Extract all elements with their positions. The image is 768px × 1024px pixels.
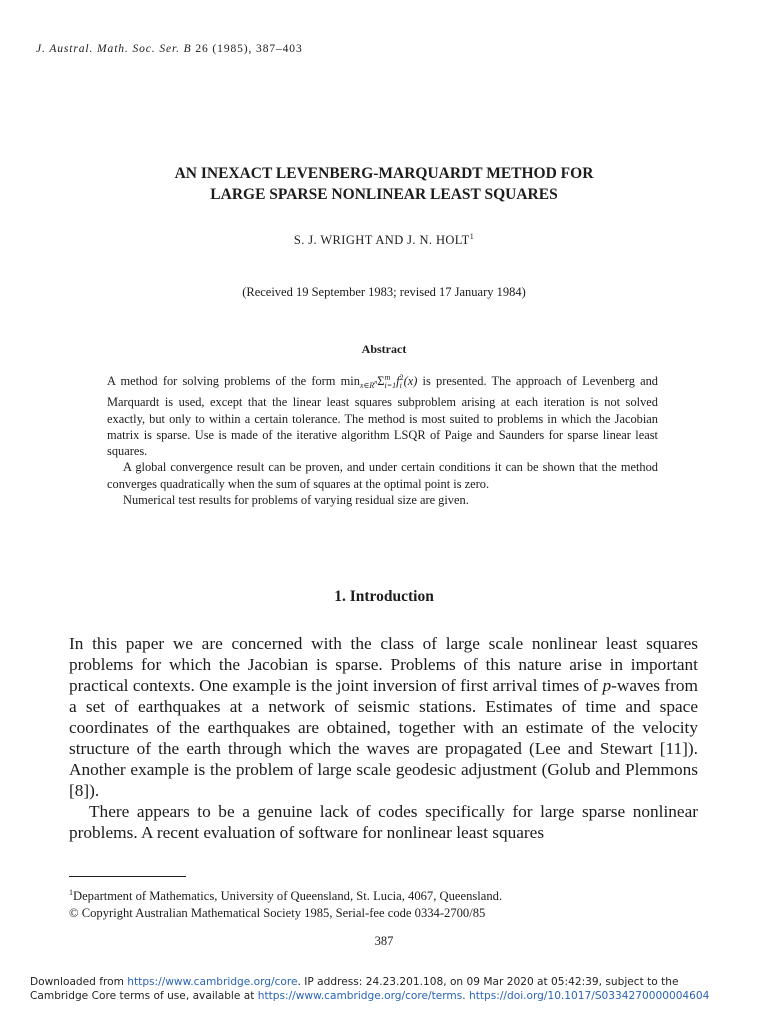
abstract-paragraph-3: Numerical test results for problems of varying residual size are given. xyxy=(123,493,469,508)
footnote-1-mark: 1 xyxy=(69,888,73,897)
footnote-rule xyxy=(69,876,186,877)
abstract-paragraph-1 xyxy=(107,373,658,459)
doi-link[interactable]: https://doi.org/10.1017/S0334270000004604 xyxy=(469,990,710,1002)
journal-name: J. Austral. Math. Soc. Ser. B xyxy=(36,43,192,55)
formula-sum: Σ xyxy=(377,374,385,388)
footnote-1-text: Department of Mathematics, University of Queensland, St. Lucia, 4067, Queensland. xyxy=(73,889,503,903)
formula-sum-sub: i=1 xyxy=(384,381,397,390)
abstract-formula xyxy=(341,374,418,388)
abstract-p1-pre: A method for solving problems of the form xyxy=(107,374,341,388)
download-text-1: Downloaded from xyxy=(30,976,128,988)
abstract-p1-post: is presented. The approach of Levenberg and Marquardt is used, except that the linear least squares subproblem arising at each iteration is not solved exactly, but only to within a certain tolerance. The method is most suited to problems in which the Jacobian matrix is sparse. Use is made of the iterative algorithm LSQR of Paige and Saunders for sparse linear least squares. xyxy=(107,374,658,459)
formula-f-sup: 2 xyxy=(399,373,404,382)
footnote-1 xyxy=(69,884,709,905)
formula-f-sub: i xyxy=(399,381,402,390)
cambridge-core-link[interactable]: https://www.cambridge.org/core xyxy=(127,976,298,988)
formula-sum-sup: m xyxy=(384,373,391,382)
abstract-heading: Abstract xyxy=(361,342,407,356)
page-number: 387 xyxy=(374,934,394,948)
formula-min-sub xyxy=(360,381,377,390)
author-footnote-mark: 1 xyxy=(469,232,475,241)
intro-paragraph-2: There appears to be a genuine lack of codes specifically for large sparse nonlinear problems. A recent evaluation of software for nonlinear least squares xyxy=(69,802,698,842)
author-names: S. J. WRIGHT AND J. N. HOLT xyxy=(293,233,470,247)
download-text-3: . xyxy=(462,990,470,1002)
intro-paragraph-1 xyxy=(69,633,698,801)
formula-min: min xyxy=(340,374,360,388)
intro-p1-post: -waves from a set of earthquakes at a network of seismic stations. Estimates of time and space coordinates of the earthquakes are obtained, together with an estimate of the velocity structure of the earth through which the waves are propagated (Lee and Stewart [11]). Another example is the problem of large scale geodesic adjustment (Golub and Plemmons [8]). xyxy=(69,676,698,800)
copyright-line: © Copyright Australian Mathematical Society 1985, Serial-fee code 0334-2700/85 xyxy=(69,906,486,920)
section-heading-introduction: 1. Introduction xyxy=(334,588,434,605)
journal-citation xyxy=(36,43,303,55)
formula-min-sub-text: x∈R xyxy=(359,381,375,390)
abstract-paragraph-2: A global convergence result can be proven, and under certain conditions it can be shown that the method converges quadratically when the sum of squares at the optimal point is zero. xyxy=(107,460,658,491)
authors xyxy=(0,232,768,248)
title-line-2: LARGE SPARSE NONLINEAR LEAST SQUARES xyxy=(210,186,558,203)
abstract xyxy=(107,373,658,508)
formula-min-sub-sup: n xyxy=(374,380,378,386)
intro-p1-pre: In this paper we are concerned with the class of large scale nonlinear least squares problems for which the Jacobian is sparse. Problems of this nature arise in important practical contexts. One example is the joint inversion of first arrival times of xyxy=(69,634,698,695)
formula-f: f xyxy=(396,374,400,388)
footnotes xyxy=(69,884,709,922)
title-line-1: AN INEXACT LEVENBERG-MARQUARDT METHOD FOR xyxy=(174,165,594,182)
intro-p1-italic-p: p xyxy=(602,676,612,695)
formula-sum-limits xyxy=(384,373,400,390)
introduction-body xyxy=(69,633,698,843)
paper-title xyxy=(0,163,768,205)
download-text-2: . IP address: 24.23.201.108, on 09 Mar 2020 at 05:42:39, subject to the Cambridge Core terms of use, available at xyxy=(30,976,679,1002)
received-dates: (Received 19 September 1983; revised 17 January 1984) xyxy=(242,285,526,299)
terms-link[interactable]: https://www.cambridge.org/core/terms xyxy=(257,990,463,1002)
download-notice xyxy=(30,975,740,1003)
formula-arg: (x) xyxy=(403,374,418,388)
journal-volume: 26 (1985), 387–403 xyxy=(195,43,303,55)
